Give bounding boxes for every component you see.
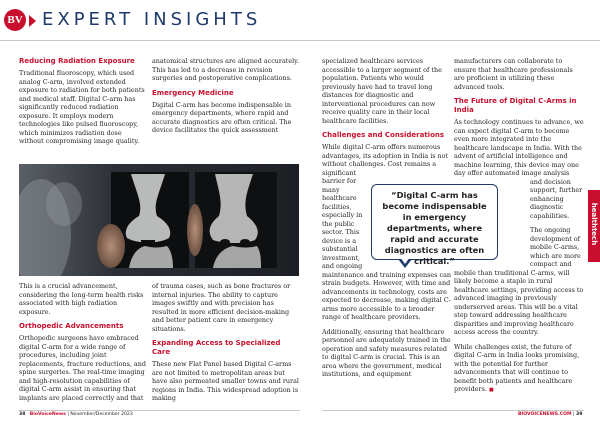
paragraph: maintenance and training expenses can strain budgets. However, with time and advancements in technology, costs are expected to decrease, making digital C-arms more accessible to a broader range of healthcare providers. (322, 270, 451, 321)
knee-xray-photo (19, 164, 299, 276)
footer-separator: | (573, 412, 575, 417)
column-1-bottom (19, 282, 146, 408)
paragraph: of trauma cases, such as bone fractures or internal injuries. The ability to capture images swiftly and with precision has resulted in more efficient decision-making and better patient care in emergency situations. (152, 282, 291, 333)
side-tab-label: healthtech (590, 202, 598, 246)
column-2-top (152, 57, 300, 141)
paragraph: manufacturers can collaborate to ensure that healthcare professionals are proficient in utilizing these advanced tools. (454, 57, 573, 91)
footer-divider-right (322, 410, 584, 411)
paragraph: Digital C-arm has become indispensable in emergency departments, where rapid and accurate diagnostics are often critical. The device facilitates the quick assessment (152, 100, 292, 134)
heading-expanding-access: Expanding Access to Specialized Care (152, 339, 281, 356)
paragraph-narrow: significant barrier for many healthcare facilities, especially in the public sector. This device is a substantial investment, and ongoing (322, 168, 363, 270)
paragraph-narrow: The ongoing development of mobile C-arms, which are more compact and (530, 226, 581, 268)
paragraph (454, 343, 584, 395)
paragraph-text: While challenges exist, the future of digital C-arm in India looks promising, with the potential for further advancements that will continue to benefit both patients and healthcare providers. (454, 342, 580, 393)
side-tab (588, 190, 600, 262)
footer-right (518, 412, 582, 417)
footer-brand: BioVoiceNews (29, 412, 66, 417)
paragraph: Additionally, ensuring that healthcare personnel are adequately trained in the operation and safety measures related to digital C-arm is crucial. This is an area where the government, medical institutions, and equipment (322, 327, 451, 378)
brand-logo: BV (4, 9, 26, 31)
end-mark: ■ (488, 387, 494, 393)
heading-reducing-radiation: Reducing Radiation Exposure (19, 57, 135, 65)
heading-challenges: Challenges and Considerations (322, 131, 445, 139)
paragraph: anatomical structures are aligned accurately. This has led to a decrease in revision surgeries and postoperative complications. (152, 57, 299, 82)
paragraph: While digital C-arm offers numerous advantages, its adoption in India is not without challenges. Cost remains a (322, 143, 449, 168)
section-title: EXPERT INSIGHTS (42, 9, 262, 30)
pull-quote: “Digital C-arm has become indispensable in emergency departments, where rapid and accurate diagnostics are often critical.” (371, 184, 498, 260)
page-number-left: 38 (19, 412, 26, 417)
quote-tail-inner (400, 257, 410, 264)
triangle-icon (29, 15, 36, 27)
paragraph: specialized healthcare services accessible to a larger segment of the population. Patients who would previously have had to travel long distances for diagnostic and interventional procedures can now receive quality care in their local healthcare facilities. (322, 57, 442, 125)
footer-date: November/December 2023 (70, 412, 133, 417)
footer-left (19, 412, 133, 417)
paragraph: These new Flat Panel based Digital C-arms are not limited to metropolitan areas but have also permeated smaller towns and rural regions in India. This widespread adoption is making (152, 360, 299, 402)
page-header (0, 0, 600, 40)
xray-illustration (19, 164, 299, 276)
paragraph: mobile than traditional C-arms, will likely become a staple in rural healthcare settings, providing access to advanced imaging in previously underserved areas. This will be a vital step toward addressing healthcare disparities and improving healthcare access across the country. (454, 268, 584, 336)
paragraph: Traditional fluoroscopy, which used analog C-arm, involved extended exposure to radiation for both patients and medical staff. Digital C-arm has significantly reduced radiation exposure. It employs modern technologies like pulsed fluoroscopy, which minimizes radiation dose without compromising image quality. (19, 69, 145, 145)
footer-separator: | (67, 412, 69, 417)
column-2-bottom (152, 282, 300, 409)
footer-divider-left (19, 410, 300, 411)
paragraph: As technology continues to advance, we can expect digital C-arm to become even more integrated into the healthcare landscape in India. With the advent of artificial intelligence and machine learning, this device may one day offer automated image analysis (454, 118, 584, 177)
paragraph-narrow: and decision support, further enhancing diagnostic capabilities. (530, 177, 583, 220)
column-1-top (19, 57, 146, 152)
heading-future: The Future of Digital C-Arms in India (454, 97, 577, 114)
footer-site: BIOVOICENEWS.COM (518, 412, 572, 417)
page-number-right: 39 (576, 412, 583, 417)
header-divider (0, 40, 600, 41)
heading-orthopedic: Orthopedic Advancements (19, 322, 124, 330)
paragraph: Orthopedic surgeons have embraced digital C-arm for a wide range of procedures, including joint replacements, fracture reductions, and spine surgeries. The real-time imaging and high-resolution capabilities of digital C-arm assist in ensuring that implants are placed correctly and that (19, 334, 146, 402)
heading-emergency-medicine: Emergency Medicine (152, 88, 234, 97)
paragraph: This is a crucial advancement, considering the long-term health risks associated with high radiation exposure. (19, 282, 144, 316)
